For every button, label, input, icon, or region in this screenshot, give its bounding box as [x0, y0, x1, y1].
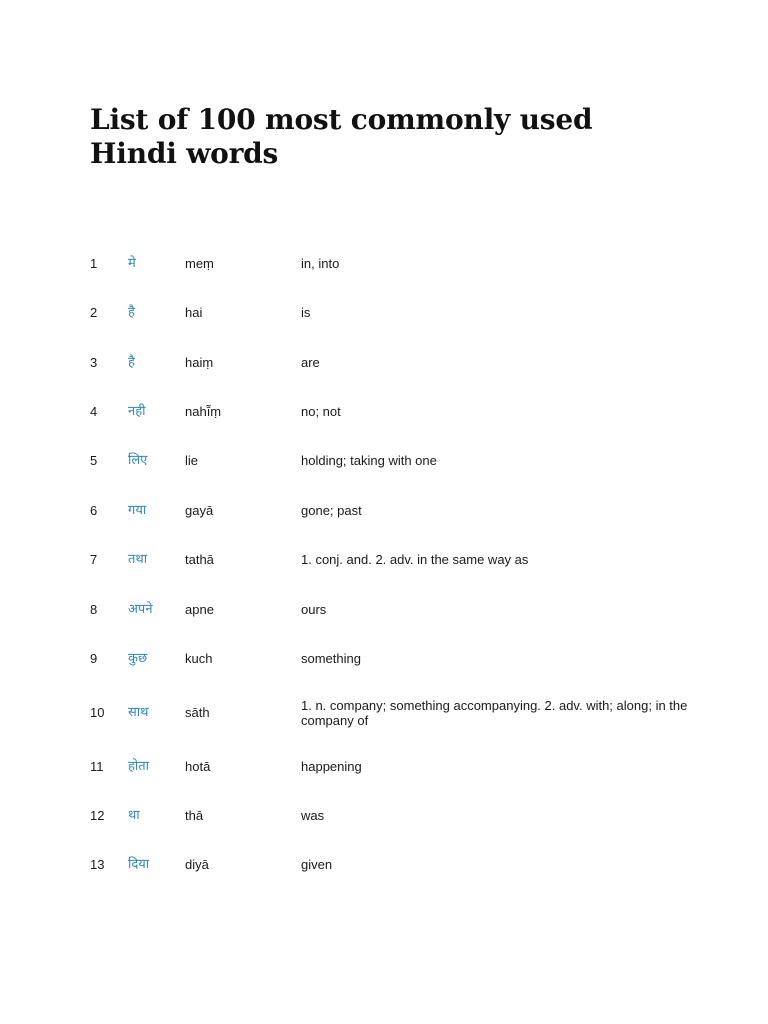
- word-number: 6: [90, 503, 98, 518]
- transliteration: nahī̃ṃ: [185, 404, 222, 419]
- word-number: 10: [90, 705, 105, 720]
- hindi-word-link[interactable]: है: [128, 355, 135, 370]
- word-number: 3: [90, 355, 98, 370]
- meaning: given: [301, 857, 333, 872]
- transliteration: lie: [185, 453, 199, 468]
- meaning: 1. n. company; something accompanying. 2. adv. with; along; in the company of: [301, 698, 688, 728]
- hindi-word-link[interactable]: लिए: [128, 453, 148, 468]
- hindi-word-link[interactable]: अपने: [128, 602, 153, 617]
- transliteration: tathā: [185, 552, 214, 567]
- word-number: 7: [90, 552, 98, 567]
- meaning: ours: [301, 602, 327, 617]
- page-title: [90, 103, 690, 171]
- meaning: happening: [301, 759, 362, 774]
- hindi-word-link[interactable]: नही: [128, 404, 146, 419]
- transliteration: sāth: [185, 705, 210, 720]
- word-number: 9: [90, 651, 98, 666]
- transliteration: thā: [185, 808, 204, 823]
- transliteration: hai: [185, 305, 203, 320]
- word-number: 2: [90, 305, 98, 320]
- word-number: 8: [90, 602, 98, 617]
- meaning: no; not: [301, 404, 341, 419]
- transliteration: gayā: [185, 503, 214, 518]
- transliteration: apne: [185, 602, 214, 617]
- word-number: 5: [90, 453, 98, 468]
- meaning: was: [301, 808, 325, 823]
- transliteration: diyā: [185, 857, 209, 872]
- hindi-word-link[interactable]: मे: [128, 256, 136, 271]
- transliteration: hotā: [185, 759, 211, 774]
- hindi-word-link[interactable]: तथा: [128, 552, 148, 567]
- meaning: 1. conj. and. 2. adv. in the same way as: [301, 552, 529, 567]
- hindi-word-link[interactable]: गया: [128, 503, 147, 518]
- word-number: 12: [90, 808, 105, 823]
- meaning: holding; taking with one: [301, 453, 437, 468]
- hindi-word-link[interactable]: था: [128, 808, 140, 823]
- hindi-word-link[interactable]: कुछ: [128, 651, 148, 666]
- hindi-word-link[interactable]: साथ: [128, 705, 149, 720]
- word-number: 1: [90, 256, 98, 271]
- meaning: something: [301, 651, 361, 666]
- page-title-line-2: Hindi words: [90, 137, 279, 170]
- meaning: is: [301, 305, 311, 320]
- word-number: 4: [90, 404, 98, 419]
- word-number: 13: [90, 857, 105, 872]
- meaning: are: [301, 355, 320, 370]
- hindi-word-link[interactable]: है: [128, 305, 135, 320]
- transliteration: meṃ: [185, 256, 214, 271]
- transliteration: haiṃ: [185, 355, 214, 370]
- meaning: gone; past: [301, 503, 362, 518]
- hindi-word-link[interactable]: दिया: [128, 857, 150, 872]
- transliteration: kuch: [185, 651, 213, 666]
- page-title-line-1: List of 100 most commonly used: [90, 103, 593, 136]
- hindi-word-link[interactable]: होता: [128, 759, 150, 774]
- meaning: in, into: [301, 256, 340, 271]
- word-number: 11: [90, 759, 104, 774]
